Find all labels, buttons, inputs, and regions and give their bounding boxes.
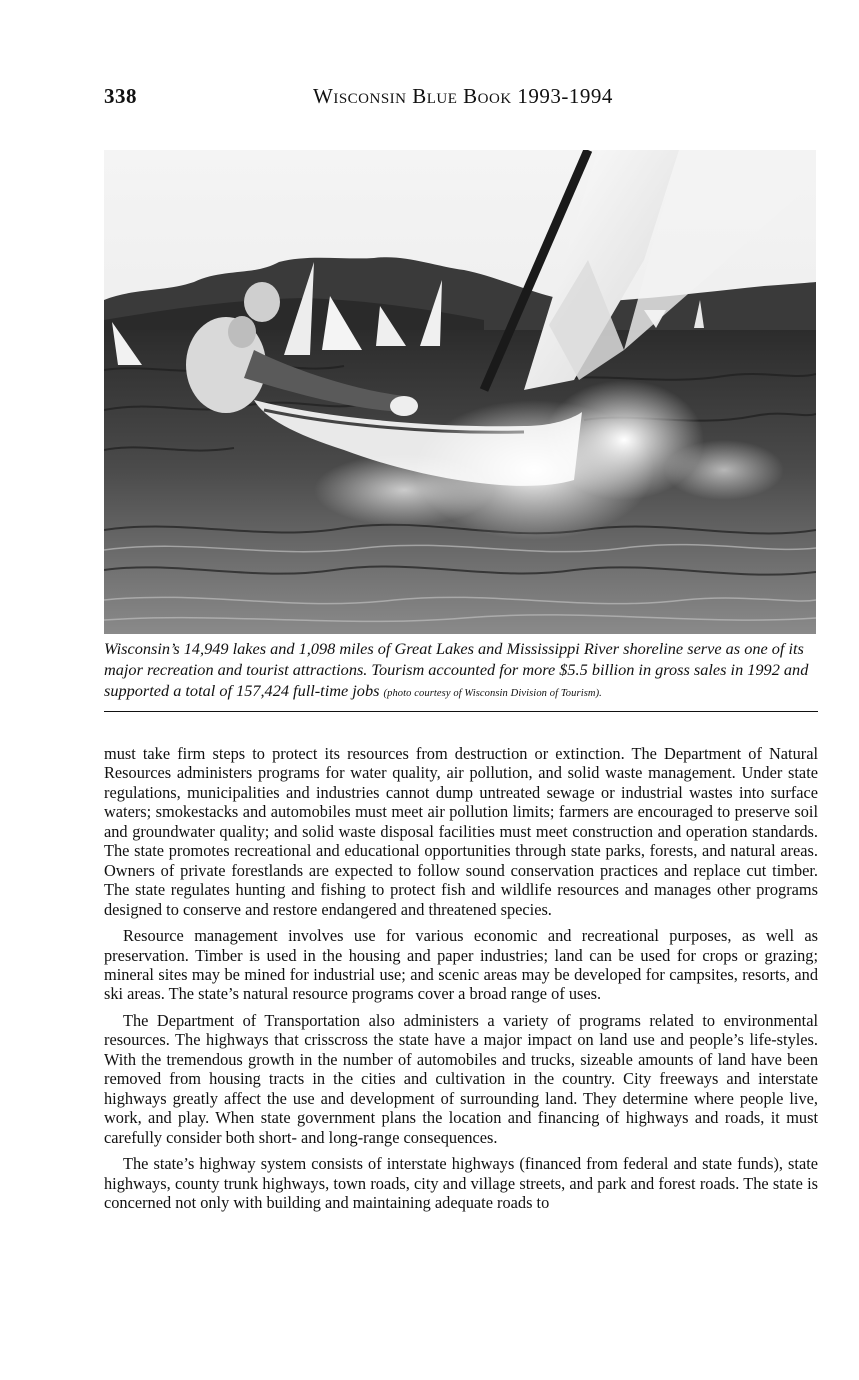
photo-caption <box>104 638 818 704</box>
page-number: 338 <box>104 84 137 108</box>
sailboat-photo <box>104 150 816 634</box>
paragraph: The Department of Transportation also administers a variety of programs related to environmental resources. The highways that crisscross the state have a major impact on land use and people’s life-styles. With the tremendous growth in the number of automobiles and trucks, sizeable amounts of land have been removed from housing tracts in the cities and cultivation in the country. City freeways and interstate highways greatly affect the use and development of surrounding land. They determine where people live, work, and play. When state government plans the location and financing of highways and roads, it must carefully consider both short- and long-range consequences. <box>104 1010 818 1147</box>
body-text <box>104 744 818 1219</box>
paragraph: Resource management involves use for various economic and recreational purposes, as well as preservation. Timber is used in the housing and paper industries; land can be used for crops or grazing; mineral sites may be mined for industrial use; and scenic areas may be developed for campsites, resorts, and ski areas. The state’s natural resource programs cover a broad range of uses. <box>104 926 818 1004</box>
paragraph: The state’s highway system consists of interstate highways (financed from federal and state funds), state highways, county trunk highways, town roads, city and village streets, and park and forest roads. The state is concerned not only with building and maintaining adequate roads to <box>104 1154 818 1212</box>
caption-main-text: Wisconsin’s 14,949 lakes and 1,098 miles of Great Lakes and Mississippi River shoreline serve as one of its major recreation and tourist attractions. Tourism accounted for more $5.5 billion in gross sales in 1992 and supported a total of 157,424 full-time jobs <box>104 639 809 700</box>
paragraph: must take firm steps to protect its resources from destruction or extinction. The Department of Natural Resources administers programs for water quality, air pollution, and solid waste management. Under state regulations, municipalities and industries cannot dump untreated sewage or industrial wastes into surface waters; smokestacks and automobiles must meet air pollution limits; farmers are encouraged to preserve soil and groundwater quality; and solid waste disposal facilities must meet construction and operation standards. The state promotes recreational and educational opportunities through state parks, forests, and natural areas. Owners of private forestlands are expected to follow sound conservation practices and replace cut timber. The state regulates hunting and fishing to protect fish and wildlife resources and manages other programs designed to conserve and restore endangered and threatened species. <box>104 744 818 919</box>
running-head: Wisconsin Blue Book 1993-1994 <box>313 84 613 108</box>
caption-credit: (photo courtesy of Wisconsin Division of Tourism). <box>383 688 602 699</box>
caption-divider <box>104 711 818 712</box>
